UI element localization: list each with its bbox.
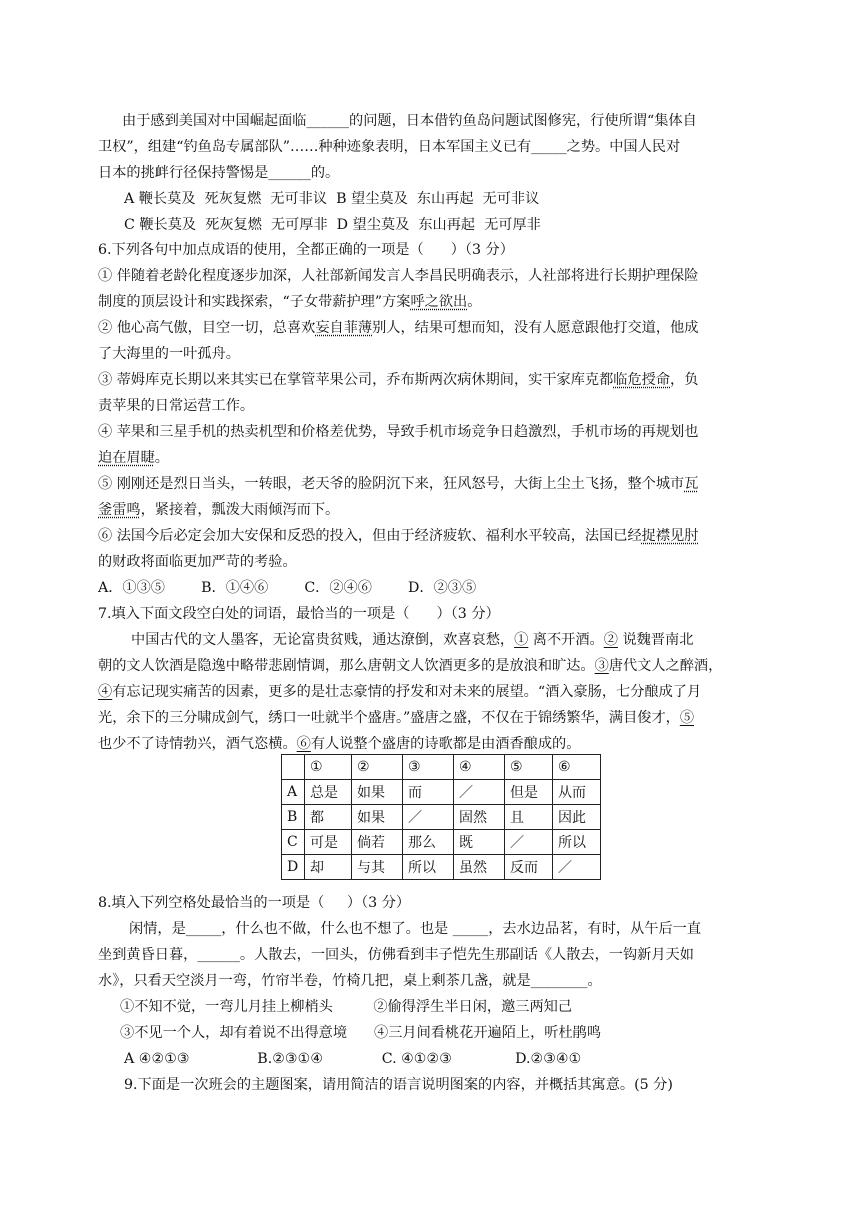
q5-options-cd: C 鞭长莫及 死灰复燃 无可厚非 D 望尘莫及 东山再起 无可厚非: [124, 217, 541, 233]
table-cell: 总是: [305, 780, 352, 805]
table-cell: 那么: [403, 830, 454, 855]
idiom-emphasis: 釜雷鸣: [98, 502, 141, 518]
table-cell: ／: [553, 855, 601, 880]
table-row: [282, 855, 601, 880]
q6-sentence5-line2: 釜雷鸣，紧接着，瓢泼大雨倾泻而下。: [98, 502, 340, 518]
table-cell: 反而: [505, 855, 553, 880]
q7-passage-line1: 中国古代的文人墨客，无论富贵贫贱，通达潦倒，欢喜哀愁，① 离不开酒。② 说魏晋南北: [131, 632, 694, 648]
q7-passage-line5: 也少不了诗情勃兴，酒气恣横。⑥有人说整个盛唐的诗歌都是由酒香酿成的。: [98, 736, 581, 752]
table-cell: B: [282, 805, 305, 830]
table-header-cell: ③: [403, 755, 454, 780]
table-cell: 既: [454, 830, 505, 855]
table-cell: 如果: [352, 805, 403, 830]
idiom-emphasis: 瓦: [684, 476, 699, 492]
q6-sentence1-line1: ① 伴随着老龄化程度逐步加深，人社部新闻发言人李昌民明确表示，人社部将进行长期护理保险: [98, 268, 699, 284]
q8-stem: 8.填入下列空格处最恰当的一项是（ ）（3 分）: [98, 895, 411, 911]
table-cell: 且: [505, 805, 553, 830]
table-cell: 因此: [553, 805, 601, 830]
table-header-cell: ④: [454, 755, 505, 780]
table-header-cell: ①: [305, 755, 352, 780]
table-cell: 所以: [403, 855, 454, 880]
table-cell: ／: [403, 805, 454, 830]
blank-marker: ③: [594, 658, 609, 674]
table-cell: 却: [305, 855, 352, 880]
table-row: [282, 830, 601, 855]
q9-stem: 9.下面是一次班会的主题图案，请用简洁的语言说明图案的内容，并概括其寓意。(5 分): [124, 1077, 673, 1093]
q8-passage-line1: 闲情，是_____，什么也不做，什么也不想了。也是 _____，去水边品茗，有时，从午后一直: [129, 921, 702, 937]
q7-stem: 7.填入下面文段空白处的词语，最恰当的一项是（ ）（3 分）: [98, 606, 500, 622]
q5-paragraph-line1: 由于感到美国对中国崛起面临______的问题，日本借钓鱼岛问题试图修宪，行使所谓“集体自: [122, 113, 697, 129]
q7-passage-line2: 朝的文人饮酒是隐逸中略带悲剧情调，那么唐朝文人饮酒更多的是放浪和旷达。③唐代文人之醉酒，: [98, 658, 723, 674]
idiom-emphasis: 捉襟见肘: [641, 528, 699, 544]
q5-options-ab: A 鞭长莫及 死灰复燃 无可非议 B 望尘莫及 东山再起 无可非议: [124, 191, 540, 207]
table-cell: 如果: [352, 780, 403, 805]
table-cell: D: [282, 855, 305, 880]
table-header-row: [282, 755, 601, 780]
blank-marker: ④: [98, 684, 113, 700]
q6-sentence4-line2: 迫在眉睫。: [98, 450, 169, 466]
table-header-cell: ⑤: [505, 755, 553, 780]
table-cell: 而: [403, 780, 454, 805]
q6-sentence6-line1: ⑥ 法国今后必定会加大安保和反恐的投入，但由于经济疲软、福利水平较高，法国已经捉襟见肘: [98, 528, 699, 544]
q8-choices-34: ③不见一个人，却有着说不出得意境 ④三月间看桃花开遍陌上，听杜鹃鸣: [120, 1025, 602, 1041]
q5-paragraph-line2: 卫权”，组建“钓鱼岛专属部队”……种种迹象表明，日本军国主义已有_____之势。中国人民对: [98, 139, 681, 155]
q7-passage-line3: ④有忘记现实痛苦的因素，更多的是壮志豪情的抒发和对未来的展望。“酒入豪肠，七分酿成了月: [98, 684, 702, 700]
q8-passage-line3: 水》，只看天空淡月一弯，竹帘半卷，竹椅几把，桌上剩茶几盏，就是________。: [98, 973, 602, 989]
q6-sentence6-line2: 的财政将面临更加严苛的考验。: [98, 554, 297, 570]
table-cell: 虽然: [454, 855, 505, 880]
q8-options: A ④②①③ B.②③①④ C. ④①②③ D.②③④①: [124, 1051, 582, 1067]
table-cell: ／: [505, 830, 553, 855]
blank-marker: ①: [514, 632, 529, 648]
idiom-emphasis: 呼之欲出: [410, 294, 468, 310]
blank-marker: ⑥: [296, 736, 311, 752]
q7-options-table: [281, 754, 601, 880]
table-cell: 从而: [553, 780, 601, 805]
table-header-cell: ⑥: [553, 755, 601, 780]
table-cell: 可是: [305, 830, 352, 855]
table-cell: 都: [305, 805, 352, 830]
idiom-emphasis: 临危授命: [613, 372, 671, 388]
q6-sentence1-line2: 制度的顶层设计和实践探索，“子女带薪护理”方案呼之欲出。: [98, 294, 482, 310]
q6-stem: 6.下列各句中加点成语的使用，全都正确的一项是（ ）（3 分）: [98, 242, 514, 258]
q6-options: A．①③⑤ B．①④⑥ C．②④⑥ D．②③⑤: [98, 580, 477, 596]
q8-passage-line2: 坐到黄昏日暮，______。人散去，一回头，仿佛看到丰子恺先生那副话《人散去，一钩新月天如: [98, 947, 694, 963]
blank-marker: ⑤: [679, 710, 695, 726]
blank-marker: ②: [603, 632, 618, 648]
table-cell: C: [282, 830, 305, 855]
q6-sentence5-line1: ⑤ 刚刚还是烈日当头，一转眼，老天爷的脸阴沉下来，狂风怒号，大街上尘土飞扬，整个城市瓦: [98, 476, 699, 492]
q7-passage-line4: 光，余下的三分啸成剑气，绣口一吐就半个盛唐。”盛唐之盛，不仅在于锦绣繁华，满目俊才，⑤: [98, 710, 695, 726]
table-cell: 但是: [505, 780, 553, 805]
idiom-emphasis: 迫在眉睫: [98, 450, 155, 466]
table-cell: 倘若: [352, 830, 403, 855]
q6-sentence3-line2: 责苹果的日常运营工作。: [98, 398, 255, 414]
table-cell: 所以: [553, 830, 601, 855]
q6-sentence3-line1: ③ 蒂姆库克长期以来其实已在掌管苹果公司，乔布斯两次病休期间，实干家库克都临危授命，负: [98, 372, 699, 388]
table-cell: 固然: [454, 805, 505, 830]
q5-paragraph-line3: 日本的挑衅行径保持警惕是______的。: [98, 165, 340, 181]
q6-sentence4-line1: ④ 苹果和三星手机的热卖机型和价格差优势，导致手机市场竞争日趋激烈，手机市场的再规划也: [98, 424, 699, 440]
table-cell: A: [282, 780, 305, 805]
q6-sentence2-line2: 了大海里的一叶孤舟。: [98, 346, 240, 362]
table-row: [282, 805, 601, 830]
q8-choices-12: ①不知不觉，一弯儿月挂上柳梢头 ②偷得浮生半日闲，邀三两知己: [120, 999, 573, 1015]
q6-sentence2-line1: ② 他心高气傲，目空一切，总喜欢妄自菲薄别人，结果可想而知，没有人愿意跟他打交道，他成: [98, 320, 699, 336]
table-cell: ／: [454, 780, 505, 805]
idiom-emphasis: 妄自菲薄: [315, 320, 373, 336]
table-header-cell: [282, 755, 305, 780]
table-header-cell: ②: [352, 755, 403, 780]
table-row: [282, 780, 601, 805]
table-cell: 与其: [352, 855, 403, 880]
